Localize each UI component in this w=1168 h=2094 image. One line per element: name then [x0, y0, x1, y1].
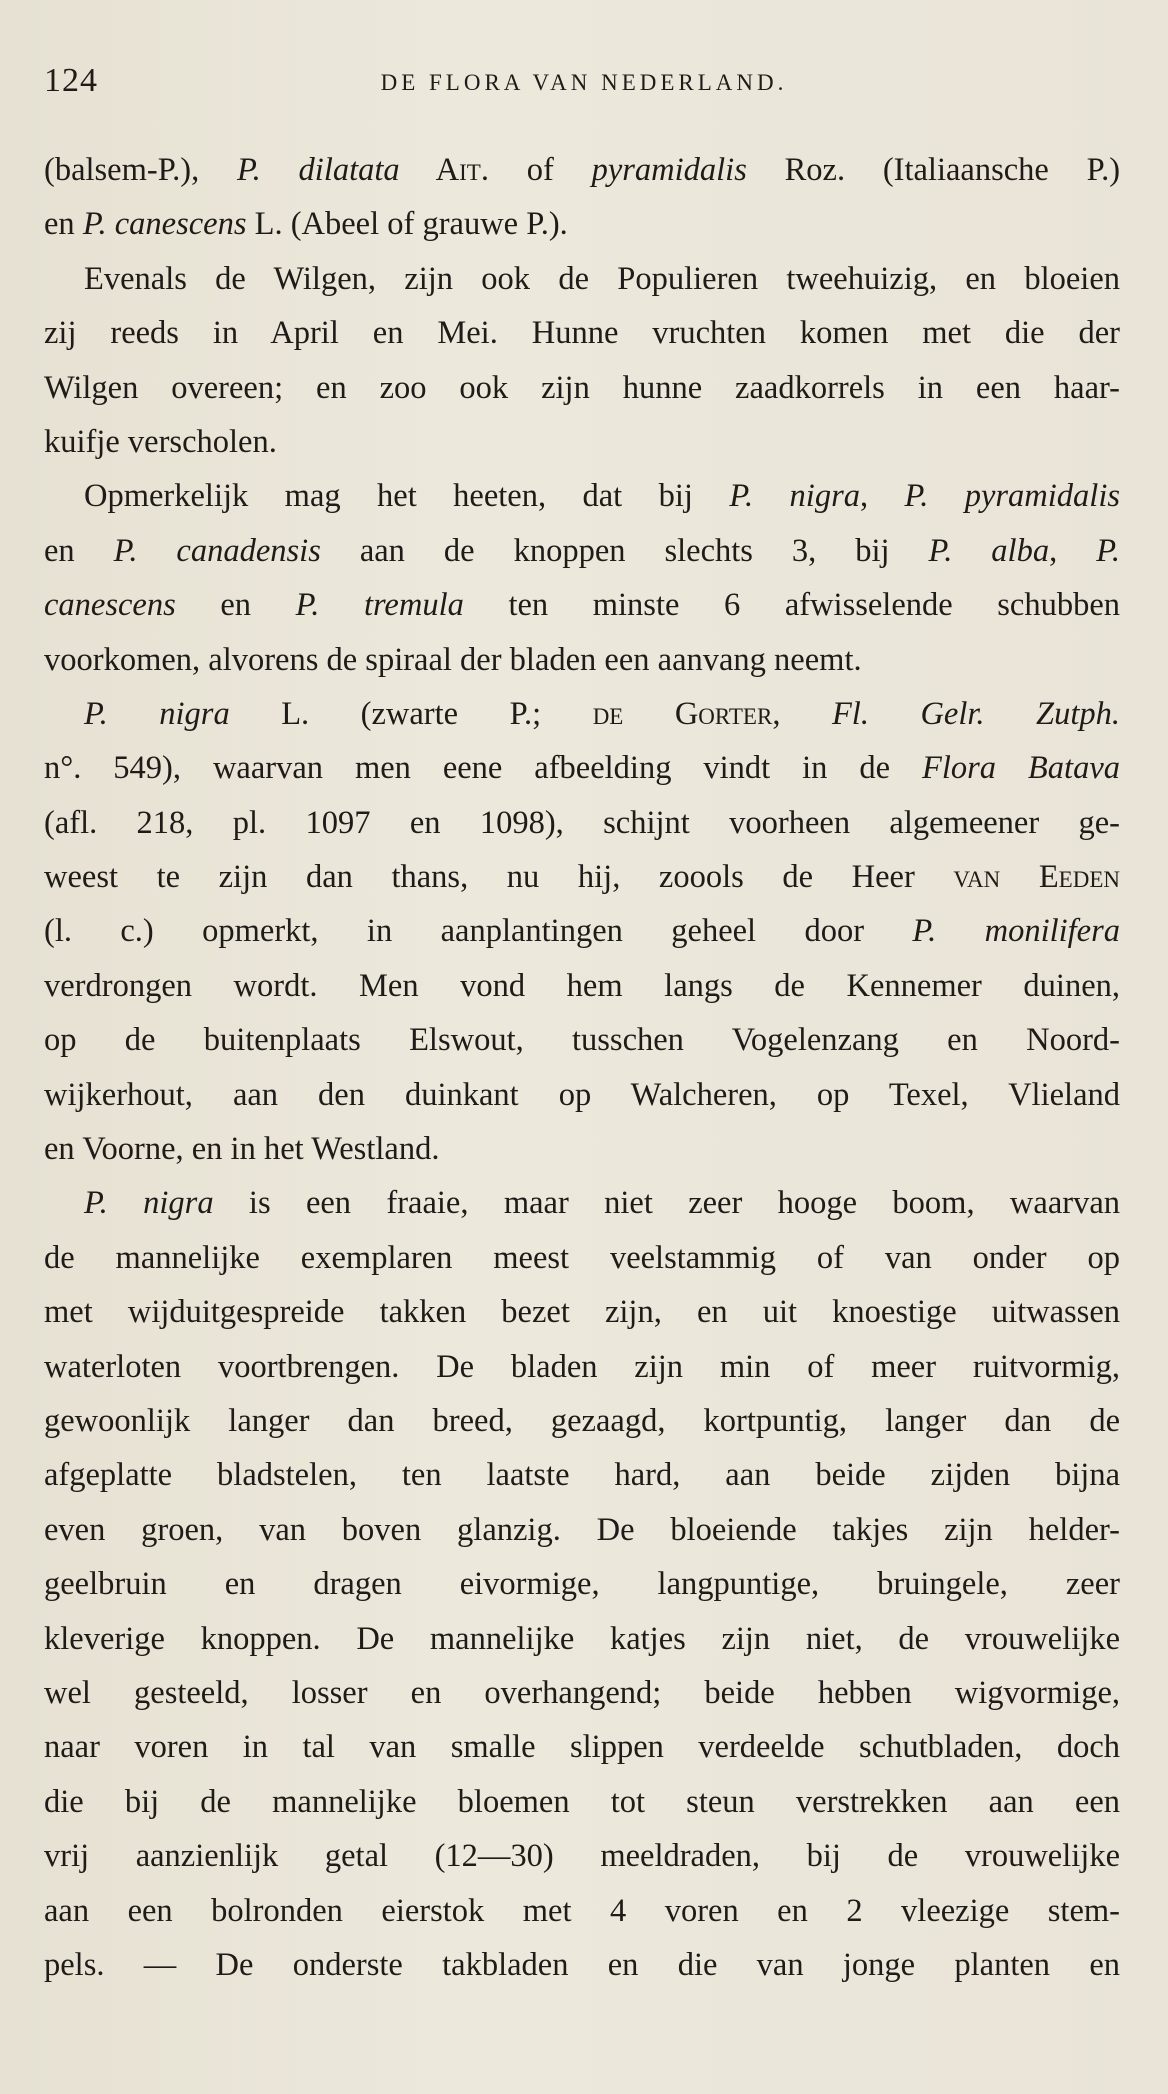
text-run: Evenals de Wilgen, zijn ook de Populieren tweehuizig, en bloeien: [84, 260, 1120, 297]
text-run: Opmerkelijk mag het heeten, dat bij: [84, 478, 730, 515]
italic-text: P.: [1096, 532, 1120, 569]
text-line: [44, 361, 1120, 415]
text-run: verdrongen wordt. Men vond hem langs de Kennemer duinen,: [44, 967, 1120, 1004]
text-line: [44, 1557, 1120, 1611]
italic-text: P. pyramidalis: [904, 478, 1121, 515]
text-line: [44, 741, 1120, 795]
text-run: afgeplatte bladstelen, ten laatste hard, aan beide zijden bijna: [44, 1457, 1120, 1494]
italic-text: Fl. Gelr. Zutph.: [831, 695, 1121, 732]
text-run: kleverige knoppen. De mannelijke katjes zijn niet, de vrouwelijke: [44, 1620, 1120, 1657]
text-line: [44, 796, 1120, 850]
text-run: aan de knoppen slechts 3, bij: [320, 532, 929, 569]
text-line: [44, 1938, 1120, 1992]
text-run: voorkomen, alvorens de spiraal der bladen een aanvang neemt.: [44, 641, 862, 678]
italic-text: P. nigra: [84, 1185, 214, 1222]
text-line: [44, 1122, 1120, 1176]
text-run: gewoonlijk langer dan breed, gezaagd, kortpuntig, langer dan de: [44, 1402, 1120, 1439]
text-run: (balsem-P.),: [44, 152, 238, 188]
text-line: [44, 1720, 1120, 1774]
italic-text: P. alba: [928, 532, 1050, 569]
text-run: (l. c.) opmerkt, in aanplantingen geheel door: [44, 913, 913, 950]
text-line: [44, 1176, 1120, 1230]
text-run: is een fraaie, maar niet zeer hooge boom, waarvan: [213, 1185, 1120, 1222]
text-run: of: [488, 152, 592, 188]
italic-text: P. dilatata: [237, 152, 400, 188]
italic-text: P. canadensis: [113, 532, 321, 569]
text-run: de mannelijke exemplaren meest veelstammig of van onder op: [44, 1239, 1120, 1276]
page-number: 124: [44, 62, 98, 99]
text-line: [44, 306, 1120, 360]
text-run: pels. — De onderste takbladen en die van jonge planten en: [44, 1946, 1120, 1983]
text-run: ten minste 6 afwisselende schubben: [463, 587, 1120, 624]
text-run: aan een bolronden eierstok met 4 voren en 2 vleezige stem-: [44, 1892, 1120, 1929]
text-run: weest te zijn dan thans, nu hij, zoools de Heer: [44, 859, 954, 896]
text-line: [44, 1068, 1120, 1122]
text-run: n°. 549), waarvan men eene afbeelding vindt in de: [44, 750, 922, 787]
text-line: [44, 1013, 1120, 1067]
text-line: [44, 252, 1120, 306]
text-line: [44, 1612, 1120, 1666]
text-line: [44, 578, 1120, 632]
text-run: L. (Abeel of grauwe P.).: [246, 206, 568, 243]
italic-text: P. monilifera: [912, 913, 1121, 950]
text-run: L. (zwarte P.;: [229, 695, 593, 732]
text-line: [44, 904, 1120, 958]
text-run: met wijduitgespreide takken bezet zijn, en uit knoestige uitwassen: [44, 1294, 1120, 1331]
text-run: geelbruin en dragen eivormige, langpuntige, bruingele, zeer: [44, 1566, 1120, 1603]
running-title: DE FLORA VAN NEDERLAND.: [380, 70, 788, 95]
text-line: [44, 959, 1120, 1013]
text-line: [44, 197, 1120, 251]
text-run: ,: [859, 478, 905, 515]
small-caps-text: Ait.: [399, 152, 489, 188]
italic-text: canescens: [44, 587, 176, 624]
text-line: [44, 415, 1120, 469]
body-text: [44, 143, 1120, 1992]
text-line: [44, 469, 1120, 523]
text-line: [44, 1829, 1120, 1883]
text-run: Roz. (Italiaansche P.): [746, 152, 1121, 188]
small-caps-text: van Eeden: [953, 859, 1120, 896]
text-line: [44, 1340, 1120, 1394]
text-run: die bij de mannelijke bloemen tot steun verstrekken aan een: [44, 1783, 1120, 1820]
italic-text: Flora Batava: [921, 750, 1120, 787]
italic-text: P. canescens: [82, 206, 247, 243]
text-run: en Voorne, en in het Westland.: [44, 1131, 440, 1168]
text-run: en: [175, 587, 296, 624]
text-run: waterloten voortbrengen. De bladen zijn min of meer ruitvormig,: [44, 1348, 1120, 1385]
text-line: [44, 850, 1120, 904]
text-line: [44, 1394, 1120, 1448]
text-line: [44, 1448, 1120, 1502]
italic-text: P. tremula: [295, 587, 464, 624]
text-run: op de buitenplaats Elswout, tusschen Vogelenzang en Noord-: [44, 1022, 1120, 1059]
text-run: en: [44, 206, 83, 243]
text-line: [44, 633, 1120, 687]
text-run: ,: [772, 695, 832, 732]
text-line: [44, 1666, 1120, 1720]
text-line: [44, 1775, 1120, 1829]
text-run: zij reeds in April en Mei. Hunne vruchten komen met die der: [44, 315, 1120, 352]
text-line: [44, 687, 1120, 741]
text-run: (afl. 218, pl. 1097 en 1098), schijnt voorheen algemeener ge-: [44, 804, 1120, 841]
text-run: wel gesteeld, losser en overhangend; beide hebben wigvormige,: [44, 1674, 1120, 1711]
italic-text: P. nigra: [729, 478, 860, 515]
text-run: Wilgen overeen; en zoo ook zijn hunne zaadkorrels in een haar-: [44, 369, 1120, 406]
italic-text: pyramidalis: [591, 152, 747, 188]
text-line: [44, 524, 1120, 578]
page-header: [44, 62, 1124, 112]
italic-text: P. nigra: [84, 695, 230, 732]
text-run: en: [44, 532, 114, 569]
text-run: even groen, van boven glanzig. De bloeiende takjes zijn helder-: [44, 1511, 1120, 1548]
text-run: wijkerhout, aan den duinkant op Walcheren, op Texel, Vlieland: [44, 1076, 1120, 1113]
text-line: [44, 1884, 1120, 1938]
text-run: kuifje verscholen.: [44, 423, 277, 460]
small-caps-text: de Gorter: [592, 695, 773, 732]
text-line: [44, 143, 1120, 197]
text-run: vrij aanzienlijk getal (12—30) meeldraden, bij de vrouwelijke: [44, 1838, 1120, 1875]
text-run: ,: [1049, 532, 1097, 569]
text-line: [44, 1503, 1120, 1557]
text-line: [44, 1285, 1120, 1339]
text-run: naar voren in tal van smalle slippen verdeelde schutbladen, doch: [44, 1729, 1120, 1766]
text-line: [44, 1231, 1120, 1285]
